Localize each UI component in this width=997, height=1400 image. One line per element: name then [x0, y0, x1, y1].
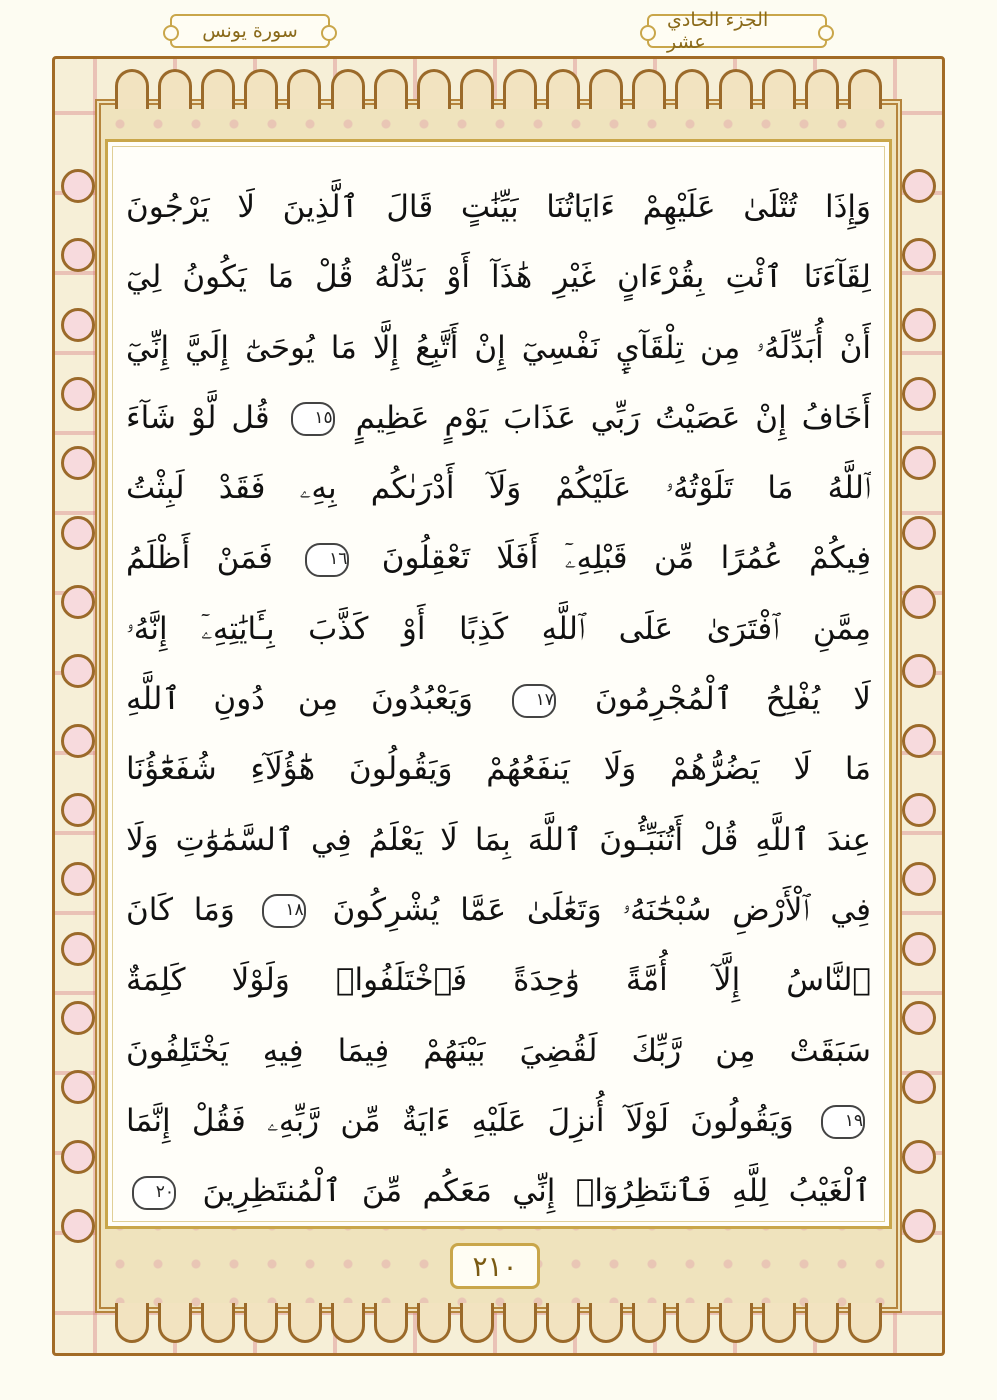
ornament-motif	[460, 1303, 494, 1343]
verse-line	[126, 1086, 871, 1156]
verse-line	[126, 523, 871, 593]
ornament-motif	[201, 1303, 235, 1343]
verse-text: أَخَافُ إِنْ عَصَيْتُ رَبِّي عَذَابَ يَوْمٍ عَظِيمٍ	[355, 399, 871, 436]
ayah-number-marker: ١٧	[512, 684, 556, 718]
verse-text: ٱلنَّاسُ إِلَّآ أُمَّةً وَٰحِدَةً فَٱخْتَلَفُوا۟ وَلَوْلَا كَلِمَةٌ	[126, 962, 871, 999]
frame-arches-bottom	[115, 1299, 882, 1343]
ornament-motif	[201, 69, 235, 109]
ornament-motif	[902, 1001, 936, 1035]
verse-text: مَا لَا يَضُرُّهُمْ وَلَا يَنفَعُهُمْ وَيَقُولُونَ هَٰٓؤُلَآءِ شُفَعَٰٓؤُنَا	[126, 751, 871, 788]
ornament-motif	[61, 793, 95, 827]
verse-text: فِي ٱلْأَرْضِ سُبْحَٰنَهُۥ وَتَعَٰلَىٰ عَمَّا يُشْرِكُونَ	[332, 891, 871, 928]
verse-line	[126, 453, 871, 523]
ornament-motif	[61, 1070, 95, 1104]
ayah-number-marker: ١٦	[305, 543, 349, 577]
ornament-motif	[158, 1303, 192, 1343]
ornament-motif	[632, 1303, 666, 1343]
ornament-motif	[244, 69, 278, 109]
ornament-motif	[762, 69, 796, 109]
verse-text: فَمَنْ أَظْلَمُ	[126, 540, 273, 577]
ornament-motif	[589, 69, 623, 109]
ornament-motif	[902, 377, 936, 411]
ornament-motif	[902, 169, 936, 203]
ornament-motif	[417, 1303, 451, 1343]
verse-line	[126, 1016, 871, 1086]
ornament-motif	[331, 69, 365, 109]
ornament-motif	[902, 862, 936, 896]
surah-name: سورة يونس	[202, 20, 298, 42]
ornament-motif	[632, 69, 666, 109]
ornament-motif	[61, 585, 95, 619]
ayah-number-marker: ١٨	[262, 894, 306, 928]
ornament-motif	[288, 1303, 322, 1343]
ornament-motif	[902, 308, 936, 342]
ayah-number-marker: ١٩	[821, 1105, 865, 1139]
verse-text: ٱلْغَيْبُ لِلَّهِ فَٱنتَظِرُوٓا۟ إِنِّي مَعَكُم مِّنَ ٱلْمُنتَظِرِينَ	[202, 1173, 871, 1210]
verse-text: ٱللَّهُ مَا تَلَوْتُهُۥ عَلَيْكُمْ وَلَآ أَدْرَىٰكُم بِهِۦ فَقَدْ لَبِثْتُ	[126, 470, 871, 507]
ornament-motif	[902, 793, 936, 827]
ornament-motif	[503, 69, 537, 109]
verse-text: وَيَقُولُونَ لَوْلَآ أُنزِلَ عَلَيْهِ ءَايَةٌ مِّن رَّبِّهِۦ فَقُلْ إِنَّمَا	[126, 1102, 794, 1139]
frame-arches-top	[115, 69, 882, 113]
ornament-motif	[902, 585, 936, 619]
ornament-motif	[158, 69, 192, 109]
ornament-motif	[902, 238, 936, 272]
verse-line	[126, 1156, 871, 1226]
ornament-motif	[61, 862, 95, 896]
ornament-motif	[848, 1303, 882, 1343]
verse-text: وَإِذَا تُتْلَىٰ عَلَيْهِمْ ءَايَاتُنَا بَيِّنَٰتٍ قَالَ ٱلَّذِينَ لَا يَرْجُونَ	[126, 189, 871, 225]
ornament-motif	[331, 1303, 365, 1343]
ornament-motif	[61, 1001, 95, 1035]
ornament-motif	[503, 1303, 537, 1343]
ornament-motif	[115, 1303, 149, 1343]
ornament-motif	[61, 169, 95, 203]
verse-line	[126, 664, 871, 734]
verse-line	[126, 172, 871, 242]
ornament-motif	[902, 654, 936, 688]
verse-text: فِيكُمْ عُمُرًا مِّن قَبْلِهِۦٓ أَفَلَا تَعْقِلُونَ	[381, 540, 871, 577]
frame-medallions-right	[902, 169, 936, 1243]
ornament-motif	[805, 69, 839, 109]
verse-text: لَا يُفْلِحُ ٱلْمُجْرِمُونَ	[594, 681, 871, 718]
ornament-motif	[546, 69, 580, 109]
ornament-motif	[61, 516, 95, 550]
frame-medallions-left	[61, 169, 95, 1243]
ornament-motif	[676, 1303, 710, 1343]
ornament-motif	[244, 1303, 278, 1343]
ornament-motif	[374, 69, 408, 109]
verse-text: سَبَقَتْ مِن رَّبِّكَ لَقُضِيَ بَيْنَهُمْ فِيمَا فِيهِ يَخْتَلِفُونَ	[126, 1032, 871, 1069]
ornament-motif	[287, 69, 321, 109]
ornament-motif	[546, 1303, 580, 1343]
ornament-motif	[805, 1303, 839, 1343]
page-number-badge	[450, 1243, 540, 1289]
verse-line	[126, 734, 871, 804]
page-number: ٢١٠	[472, 1249, 518, 1283]
verse-line	[126, 945, 871, 1015]
verse-line	[126, 875, 871, 945]
verse-line	[126, 313, 871, 383]
verse-text: مِمَّنِ ٱفْتَرَىٰ عَلَى ٱللَّهِ كَذِبًا أَوْ كَذَّبَ بِـَٔايَٰتِهِۦٓ إِنَّهُۥ	[126, 610, 871, 647]
ornament-motif	[460, 69, 494, 109]
verse-line	[126, 242, 871, 312]
ornament-motif	[61, 308, 95, 342]
ornament-motif	[762, 1303, 796, 1343]
ornament-motif	[902, 932, 936, 966]
verse-text: عِندَ ٱللَّهِ قُلْ أَتُنَبِّـُٔونَ ٱللَّهَ بِمَا لَا يَعْلَمُ فِي ٱلسَّمَٰوَٰتِ وَلَا	[126, 821, 871, 858]
verse-line	[126, 805, 871, 875]
ornament-motif	[675, 69, 709, 109]
ornament-motif	[61, 1209, 95, 1243]
ornament-motif	[61, 1140, 95, 1174]
ornament-motif	[61, 377, 95, 411]
ornament-motif	[589, 1303, 623, 1343]
ornament-motif	[902, 446, 936, 480]
juz-label	[647, 9, 827, 53]
ornament-motif	[115, 69, 149, 109]
ornament-motif	[902, 1070, 936, 1104]
juz-name: الجزء الحادي عشر	[667, 9, 769, 53]
ayah-number-marker: ٢٠	[132, 1176, 176, 1210]
verse-text: وَمَا كَانَ	[126, 891, 235, 928]
verse-text: أَنْ أُبَدِّلَهُۥ مِن تِلْقَآيِٕ نَفْسِيٓ إِنْ أَتَّبِعُ إِلَّا مَا يُوحَىٰٓ إِلَيَّ إِنِّيٓ	[126, 329, 871, 366]
ornament-motif	[902, 1140, 936, 1174]
ornament-motif	[902, 1209, 936, 1243]
verse-text: لِقَآءَنَا ٱئْتِ بِقُرْءَانٍ غَيْرِ هَٰذَآ أَوْ بَدِّلْهُ قُلْ مَا يَكُونُ لِيٓ	[126, 259, 871, 296]
verse-line	[126, 594, 871, 664]
verse-text: وَيَعْبُدُونَ مِن دُونِ ٱللَّهِ	[126, 681, 473, 718]
ornament-motif	[61, 446, 95, 480]
ornament-motif	[61, 238, 95, 272]
surah-label	[170, 14, 330, 48]
ornament-motif	[719, 69, 753, 109]
ornament-motif	[61, 654, 95, 688]
ornament-motif	[61, 724, 95, 758]
ornament-motif	[374, 1303, 408, 1343]
ornament-motif	[61, 932, 95, 966]
ornament-motif	[417, 69, 451, 109]
ornament-motif	[902, 724, 936, 758]
verse-line	[126, 383, 871, 453]
ayah-number-marker: ١٥	[291, 402, 335, 436]
ornament-motif	[719, 1303, 753, 1343]
ornament-motif	[848, 69, 882, 109]
quran-text-panel	[105, 139, 892, 1229]
verse-text: قُل لَّوْ شَآءَ	[126, 399, 270, 436]
ornament-motif	[902, 516, 936, 550]
